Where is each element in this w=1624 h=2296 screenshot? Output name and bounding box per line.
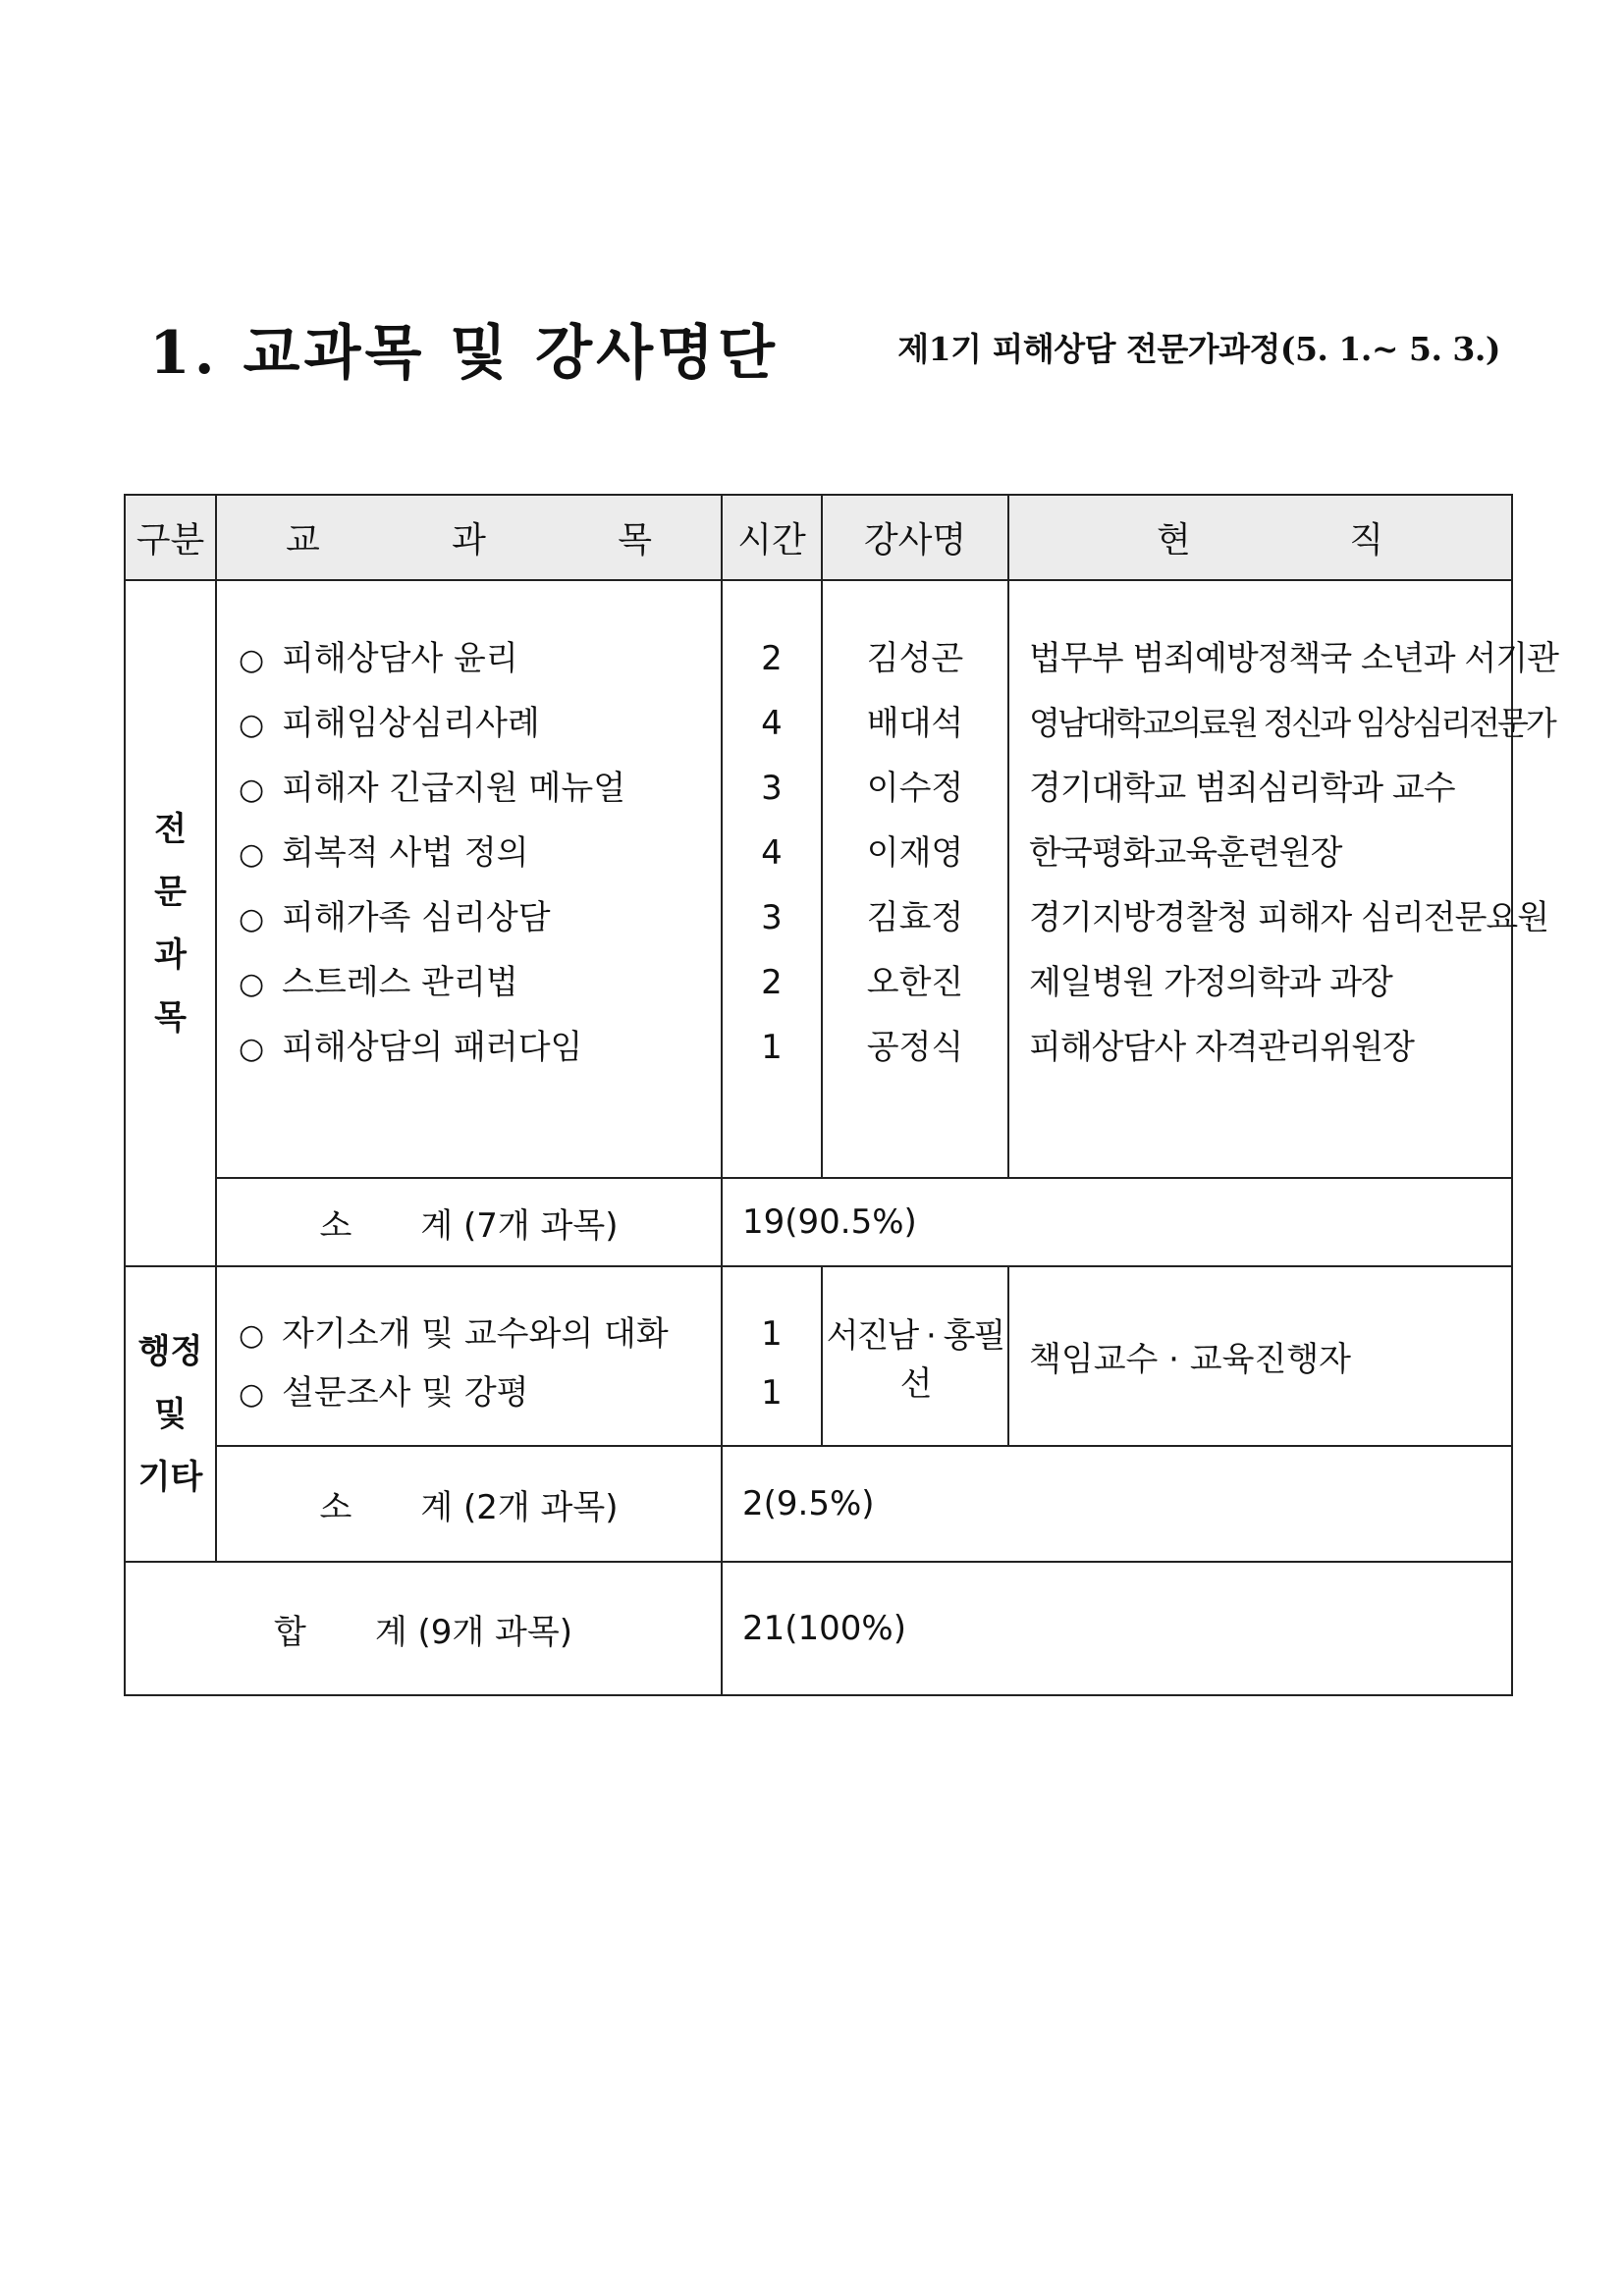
specialized-rows [125, 580, 1512, 1178]
category-specialized: 전 문 과 목 [125, 580, 216, 1266]
list-item: 이수정 [866, 769, 964, 808]
category-admin: 행정 및 기타 [125, 1266, 216, 1562]
list-item: ○ 회복적 사법 정의 [239, 833, 529, 873]
course-label: 제1기 피해상담 전문가과정(5. 1.~ 5. 3.) [897, 330, 1500, 368]
list-item: 공정식 [866, 1028, 964, 1067]
total-value: 21(100%) [722, 1562, 1512, 1695]
list-item: 김성곤 [866, 639, 964, 678]
list-item: 1 [761, 1028, 783, 1067]
list-item: 피해상담사 자격관리위원장 [1029, 1028, 1414, 1067]
header-subject: 교 과 목 [216, 495, 722, 580]
list-item: 이재영 [866, 833, 964, 873]
total-label: 합 계 (9개 과목) [125, 1562, 722, 1695]
admin-hours-list [722, 1266, 822, 1446]
subtotal-value: 2(9.5%) [722, 1446, 1512, 1562]
list-item: ○ 피해상담사 윤리 [239, 639, 518, 678]
list-item: 1 [761, 1373, 783, 1413]
list-item: 3 [761, 769, 783, 808]
subtotal-value: 19(90.5%) [722, 1178, 1512, 1266]
page-title: 1. 교과목 및 강사명단 [149, 319, 779, 388]
list-item: 배대석 [866, 704, 964, 743]
admin-rows [125, 1266, 1512, 1446]
list-item: 제일병원 가정의학과 과장 [1029, 963, 1392, 1002]
list-item: 경기지방경찰청 피해자 심리전문요원 [1029, 898, 1549, 937]
list-item: 김효정 [866, 898, 964, 937]
list-item: ○ 피해자 긴급지원 메뉴얼 [239, 769, 626, 808]
list-item: ○ 피해임상심리사례 [239, 704, 540, 743]
list-item: 오한진 [866, 963, 964, 1002]
list-item: 4 [761, 833, 783, 873]
position-list [1008, 580, 1558, 1178]
list-item: ○ 피해상담의 패러다임 [239, 1028, 583, 1067]
instructor-list [822, 580, 1008, 1178]
list-item: 2 [761, 963, 783, 1002]
list-item: 4 [761, 704, 783, 743]
admin-subject-list [216, 1266, 722, 1446]
list-item: 1 [761, 1314, 783, 1354]
header-category: 구분 [125, 495, 216, 580]
list-item: 한국평화교육훈련원장 [1029, 833, 1342, 873]
header-hours: 시간 [722, 495, 822, 580]
header-row [125, 495, 1512, 580]
subject-list [216, 580, 722, 1178]
header-position: 현 직 [1008, 495, 1512, 580]
admin-instructors: 서진남 · 홍필선 [822, 1266, 1008, 1446]
list-item: ○ 자기소개 및 교수와의 대화 [239, 1314, 669, 1354]
list-item: ○ 스트레스 관리법 [239, 963, 518, 1002]
list-item: 영남대학교의료원 정신과 임상심리전문가 [1029, 704, 1554, 742]
subtotal-row [125, 1446, 1512, 1562]
list-item: 2 [761, 639, 783, 678]
list-item: 경기대학교 범죄심리학과 교수 [1029, 769, 1455, 808]
list-item: ○ 피해가족 심리상담 [239, 898, 551, 937]
list-item: 3 [761, 898, 783, 937]
subtotal-label: 소 계 (7개 과목) [216, 1178, 722, 1266]
subtotal-row [125, 1178, 1512, 1266]
schedule-table [124, 494, 1558, 1696]
subtotal-label: 소 계 (2개 과목) [216, 1446, 722, 1562]
list-item: 법무부 범죄예방정책국 소년과 서기관 [1029, 639, 1558, 678]
total-row [125, 1562, 1512, 1695]
admin-position: 책임교수 · 교육진행자 [1008, 1266, 1512, 1446]
list-item: ○ 설문조사 및 강평 [239, 1373, 529, 1413]
hours-list [722, 580, 822, 1178]
header-instructor: 강사명 [822, 495, 1008, 580]
